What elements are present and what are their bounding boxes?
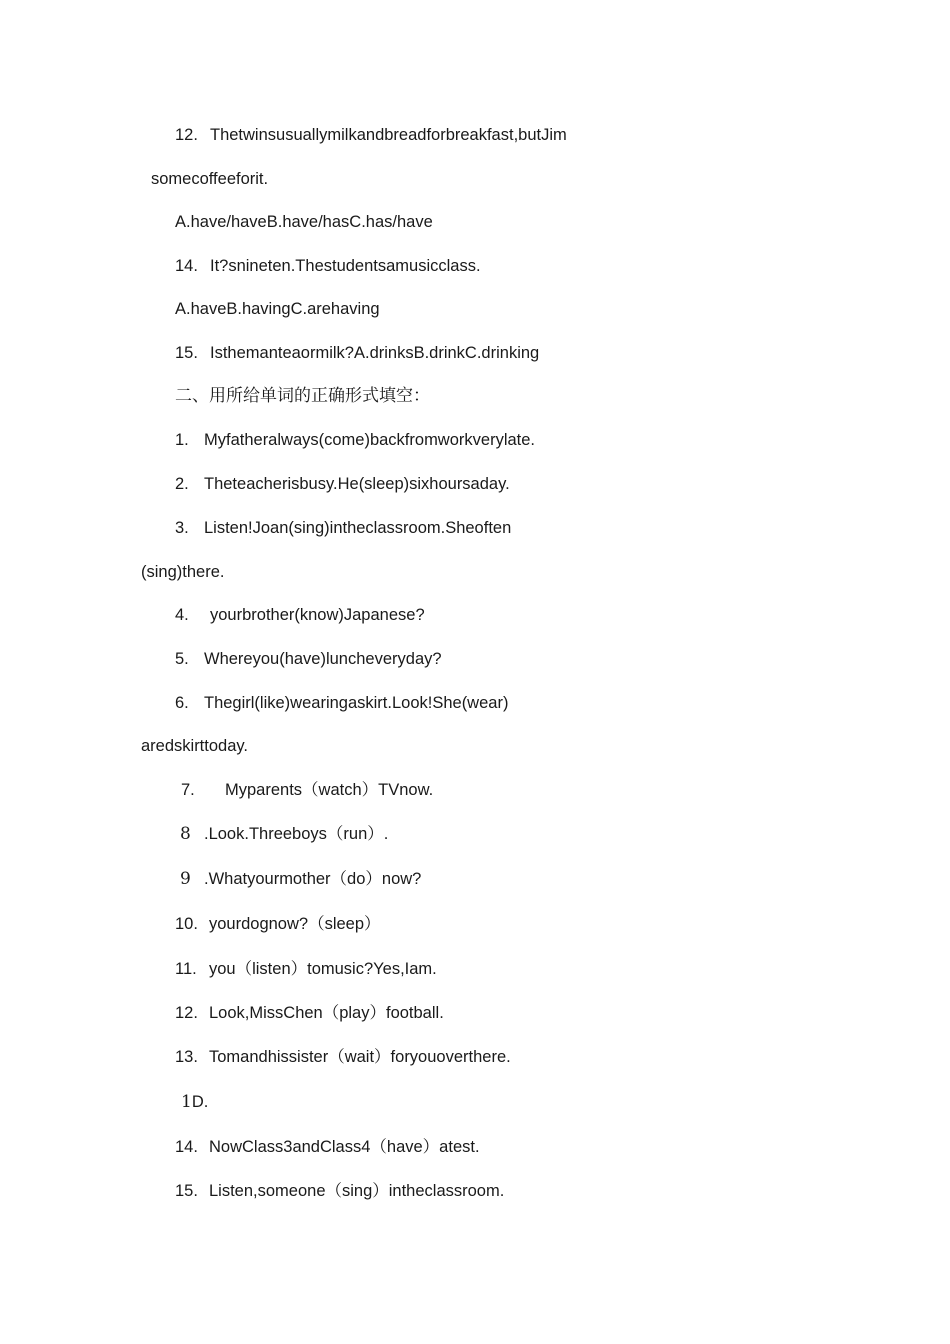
exercise-number: 8 xyxy=(180,824,191,844)
exercise-text: yourbrother(know)Japanese? xyxy=(210,606,425,624)
exercise-text: Look,MissChen（play）football. xyxy=(209,1004,444,1022)
exercise-text: Tomandhissister（wait）foryouoverthere. xyxy=(209,1048,511,1066)
exercise-1 xyxy=(175,429,535,451)
exercise-number: 1. xyxy=(175,431,189,449)
exercise-number: 9 xyxy=(180,869,191,889)
exercise-number: 13. xyxy=(175,1048,198,1066)
exercise-number: 10. xyxy=(175,915,198,933)
exercise-text: Myparents（watch）TVnow. xyxy=(225,781,434,799)
exercise-text: you（listen）tomusic?Yes,Iam. xyxy=(209,960,437,978)
exercise-14 xyxy=(175,1136,480,1158)
exercise-text: Thegirl(like)wearingaskirt.Look!She(wear) xyxy=(204,694,509,712)
fragment-text: D. xyxy=(191,1093,209,1111)
exercise-number: 6. xyxy=(175,694,189,712)
question-15 xyxy=(175,342,539,364)
exercise-number: 15. xyxy=(175,1182,198,1200)
exercise-text: Whereyou(have)luncheveryday? xyxy=(204,650,442,668)
question-text: Thetwinsusuallymilkandbreadforbreakfast,butJim xyxy=(210,126,567,144)
exercise-9 xyxy=(180,868,421,890)
question-text: somecoffeeforit. xyxy=(151,170,269,188)
question-number: 12. xyxy=(175,126,198,144)
exercise-6 xyxy=(175,692,508,714)
exercise-number: 2. xyxy=(175,475,189,493)
question-12 xyxy=(175,124,567,146)
question-text: It?snineten.Thestudentsamusicclass. xyxy=(210,257,481,275)
exercise-5 xyxy=(175,648,442,670)
exercise-11 xyxy=(175,958,437,980)
exercise-6-continuation xyxy=(141,735,248,757)
question-12-continuation xyxy=(151,168,268,190)
exercise-text: .Look.Threeboys（run）. xyxy=(204,825,389,843)
exercise-text: yourdognow?（sleep） xyxy=(209,915,381,933)
exercise-text: NowClass3andClass4（have）atest. xyxy=(209,1138,480,1156)
exercise-number: 14. xyxy=(175,1138,198,1156)
exercise-10 xyxy=(175,913,381,935)
exercise-text: aredskirttoday. xyxy=(141,737,248,755)
exercise-text: Listen,someone（sing）intheclassroom. xyxy=(209,1182,505,1200)
exercise-text: (sing)there. xyxy=(141,563,225,581)
exercise-number: 5. xyxy=(175,650,189,668)
exercise-number: 11. xyxy=(175,960,197,978)
exercise-4 xyxy=(175,604,425,626)
exercise-15 xyxy=(175,1180,504,1202)
exercise-number: 3. xyxy=(175,519,189,537)
exercise-3-continuation xyxy=(141,561,224,583)
question-14-options xyxy=(175,298,380,320)
question-number: 14. xyxy=(175,257,198,275)
exercise-8 xyxy=(180,823,388,845)
stray-fragment xyxy=(181,1091,208,1113)
question-14 xyxy=(175,255,481,277)
exercise-12 xyxy=(175,1002,444,1024)
exercise-text: Listen!Joan(sing)intheclassroom.Sheoften xyxy=(204,519,512,537)
exercise-13 xyxy=(175,1046,511,1068)
exercise-number: 7. xyxy=(181,781,195,799)
question-12-options xyxy=(175,211,433,233)
exercise-text: Theteacherisbusy.He(sleep)sixhoursaday. xyxy=(204,475,510,493)
question-number: 15. xyxy=(175,344,198,362)
answer-options: A.have/haveB.have/hasC.has/have xyxy=(175,213,433,231)
exercise-number: 12. xyxy=(175,1004,198,1022)
section-title: 二、用所给单词的正确形式填空： xyxy=(175,386,430,406)
exercise-7 xyxy=(181,779,433,801)
exercise-text: Myfatheralways(come)backfromworkverylate. xyxy=(204,431,536,449)
exercise-3 xyxy=(175,517,511,539)
answer-options: A.haveB.havingC.arehaving xyxy=(175,300,380,318)
exercise-number: 4. xyxy=(175,606,189,624)
question-text: Isthemanteaormilk?A.drinksB.drinkC.drinking xyxy=(210,344,540,362)
exercise-2 xyxy=(175,473,510,495)
fragment-number: 1 xyxy=(181,1092,192,1112)
exercise-text: .Whatyourmother（do）now? xyxy=(204,870,422,888)
